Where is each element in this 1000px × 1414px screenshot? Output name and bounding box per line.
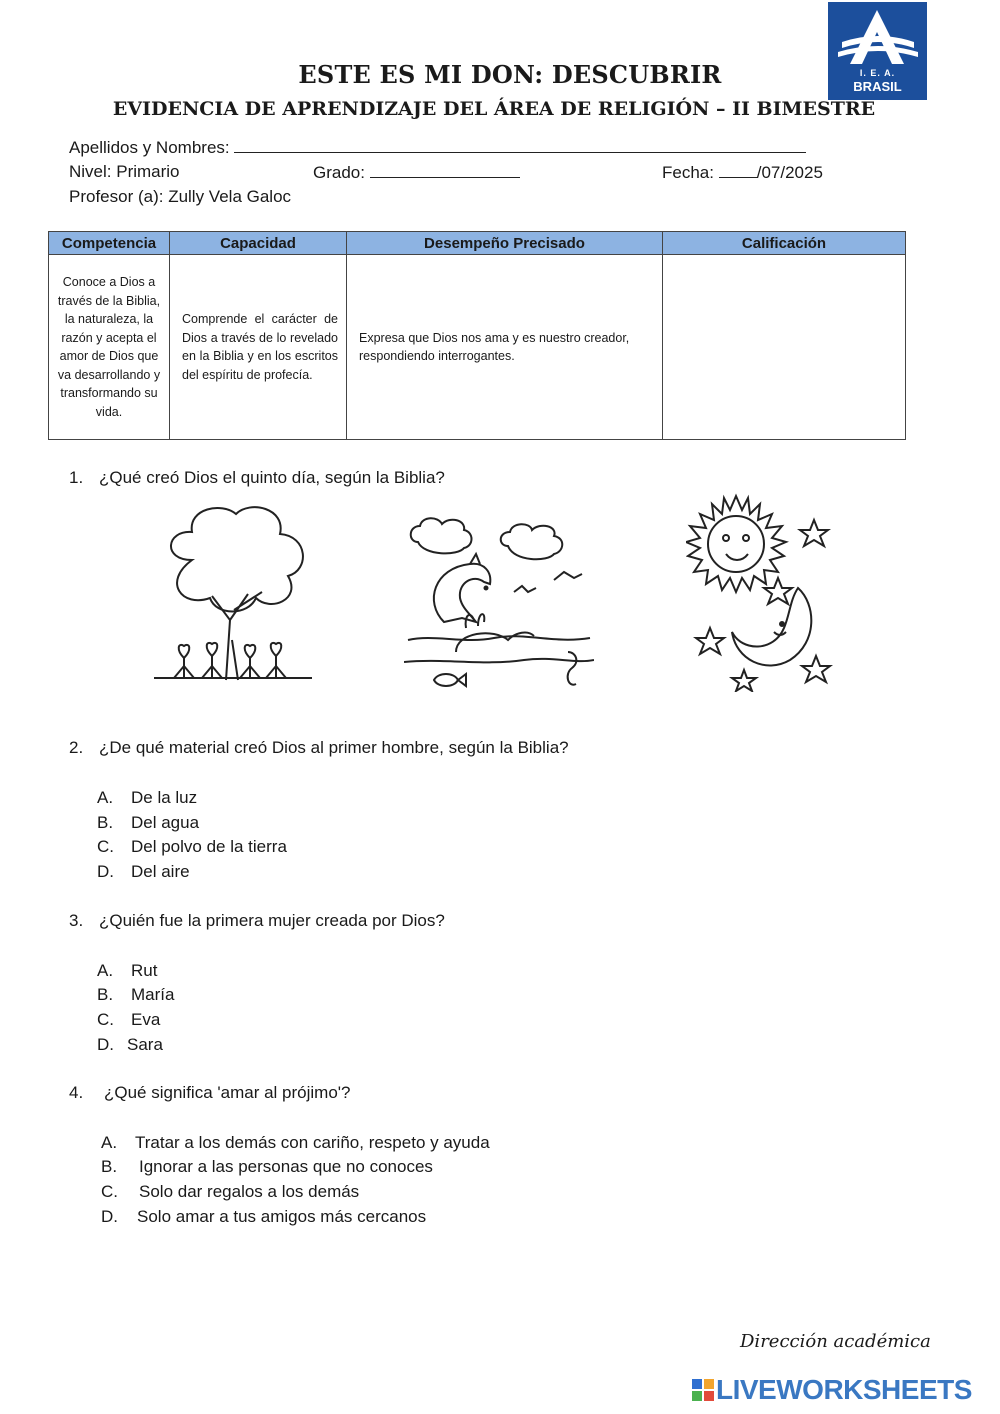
question-3 [69,911,445,931]
date-day-blank[interactable] [719,162,757,178]
option-q2-b[interactable] [97,813,199,833]
option-q4-d[interactable] [101,1207,426,1227]
tree-flowers-image[interactable] [152,500,314,682]
teacher-label: Profesor (a): Zully Vela Galoc [69,187,292,206]
header-calificacion: Calificación [663,232,906,255]
header-capacidad: Capacidad [170,232,347,255]
option-q4-a[interactable] [101,1133,490,1153]
liveworksheets-brand[interactable] [692,1374,972,1406]
option-text: Tratar a los demás con cariño, respeto y ayuda [135,1133,490,1152]
cell-calificacion[interactable] [663,255,906,440]
page-subtitle: EVIDENCIA DE APRENDIZAJE DEL ÁREA DE RELIGIÓN – II BIMESTRE [112,98,876,120]
option-text: Sara [127,1035,163,1054]
option-q3-c[interactable] [97,1010,160,1030]
logo-bottom-text: BRASIL [853,79,902,94]
option-text: Del aire [131,862,190,881]
cell-competencia: Conoce a Dios a través de la Biblia, la naturaleza, la razón y acepta el amor de Dios que va desarrollando y transformando su vida. [49,255,170,440]
question-number: 3. [69,911,84,930]
option-text: María [131,985,175,1004]
competency-table [48,231,906,440]
question-number: 1. [69,468,84,487]
question-number: 2. [69,738,84,757]
option-letter: B. [97,985,114,1004]
names-blank[interactable] [234,137,806,153]
date-row [662,162,823,183]
option-letter: A. [97,961,114,980]
grade-label: Grado: [313,163,365,182]
option-text: Solo dar regalos a los demás [139,1182,360,1201]
option-q2-d[interactable] [97,862,190,882]
question-1 [69,468,445,488]
option-letter: A. [97,788,114,807]
sun-moon-stars-image[interactable] [686,492,834,692]
option-text: De la luz [131,788,198,807]
cell-desempeno: Expresa que Dios nos ama y es nuestro creador, respondiendo interrogantes. [347,255,663,440]
names-row [69,137,806,158]
date-label: Fecha: [662,163,714,182]
option-text: Eva [131,1010,161,1029]
liveworksheets-logo-icon [692,1379,714,1401]
question-text: ¿Qué creó Dios el quinto día, según la Biblia? [99,468,445,487]
option-q3-b[interactable] [97,985,174,1005]
option-text: Ignorar a las personas que no conoces [139,1157,433,1176]
academic-direction-signature: Dirección académica [740,1331,931,1352]
option-letter: D. [101,1207,118,1226]
question-text: ¿De qué material creó Dios al primer hombre, según la Biblia? [99,738,569,757]
option-letter: C. [97,837,114,856]
header-competencia: Competencia [49,232,170,255]
option-text: Del polvo de la tierra [131,837,287,856]
names-label: Apellidos y Nombres: [69,138,230,157]
logo-top-text: I. E. A. [859,68,896,78]
sea-creatures-birds-image[interactable] [404,512,594,694]
option-text: Solo amar a tus amigos más cercanos [137,1207,427,1226]
header-desempeno: Desempeño Precisado [347,232,663,255]
question-text: ¿Qué significa 'amar al prójimo'? [104,1083,351,1102]
option-letter: C. [97,1010,114,1029]
date-suffix: /07/2025 [756,163,823,182]
option-q3-a[interactable] [97,961,157,981]
option-letter: B. [97,813,114,832]
option-letter: D. [97,862,114,881]
option-q4-b[interactable] [101,1157,433,1177]
page-title: ESTE ES MI DON: DESCUBRIR [298,60,722,89]
option-q3-d[interactable] [97,1035,163,1055]
grade-row [313,162,520,183]
option-letter: D. [97,1035,114,1054]
option-text: Del agua [131,813,200,832]
grade-blank[interactable] [370,162,520,178]
option-text: Rut [131,961,158,980]
option-letter: C. [101,1182,118,1201]
option-letter: A. [101,1133,118,1152]
option-q2-c[interactable] [97,837,287,857]
table-row [49,255,906,440]
cell-capacidad: Comprende el carácter de Dios a través de lo revelado en la Biblia y en los escritos del espíritu de profecía. [170,255,347,440]
level-label: Nivel: Primario [69,162,180,181]
option-letter: B. [101,1157,118,1176]
question-text: ¿Quién fue la primera mujer creada por Dios? [99,911,445,930]
brand-text: LIVEWORKSHEETS [716,1374,972,1405]
question-2 [69,738,569,758]
table-header-row [49,232,906,255]
option-q2-a[interactable] [97,788,197,808]
option-q4-c[interactable] [101,1182,359,1202]
logo-a-icon [828,2,927,68]
question-number: 4. [69,1083,84,1102]
question-4 [69,1083,350,1103]
